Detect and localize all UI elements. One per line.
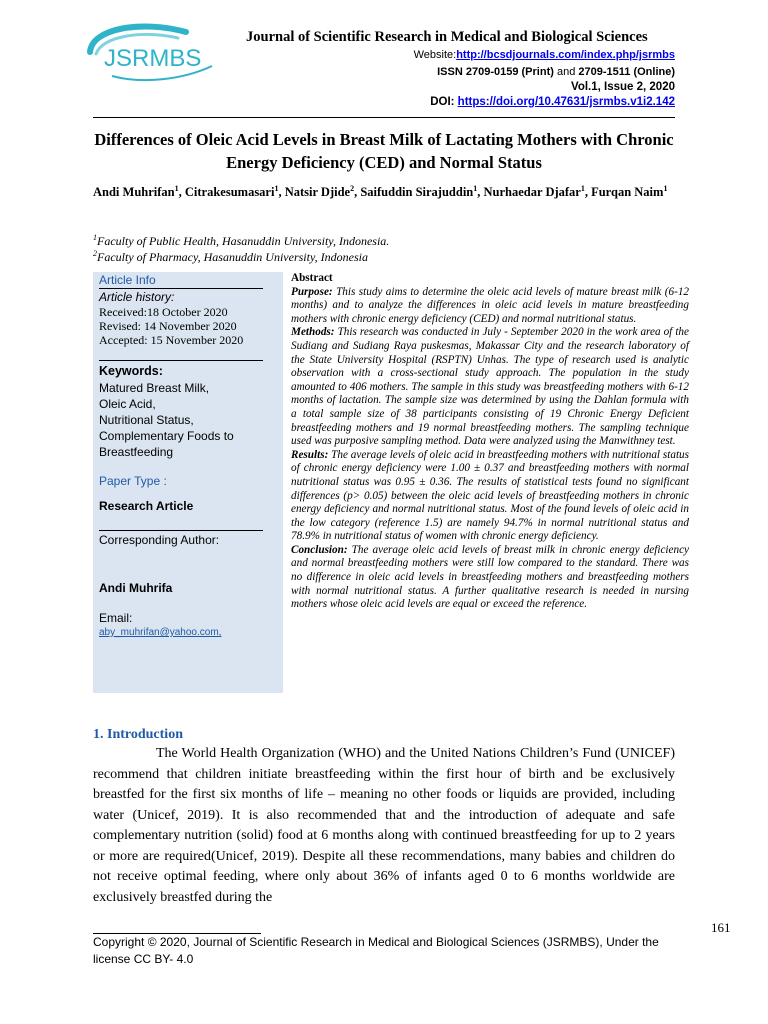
article-info-heading: Article Info [99, 273, 156, 287]
volume-issue: Vol.1, Issue 2, 2020 [571, 81, 675, 93]
paper-type-value: Research Article [99, 499, 194, 513]
doi-label: DOI: [430, 96, 455, 108]
author-name: Saifuddin Sirajuddin$^1$ [360, 183, 478, 199]
journal-name: Journal of Scientific Research in Medical and Biological Sciences [246, 29, 648, 45]
issn-and: and [556, 66, 576, 78]
author-name: Andi Muhrifan$^1$ [93, 183, 179, 199]
issn-online: 2709-1511 (Online) [578, 66, 675, 78]
keyword: Nutritional Status, [99, 413, 194, 427]
email-link[interactable]: aby_muhrifan@yahoo.com, [99, 627, 222, 638]
author-name: Citrakesumasari$^1$ [184, 183, 279, 199]
keywords-list [99, 380, 261, 460]
doi-line [430, 96, 675, 108]
abstract-conclusion: Conclusion: The average oleic acid levels of breast milk in chronic energy deficiency and normal breastfeeding mothers were still low compared to the standard. There was no difference in oleic acid levels in breastfeeding mothers and breastfeeding mothers with normal nutritional status. A further qualitative research is needed in nursing mothers whose oleic acid levels are equal or exceed the reference. [291, 543, 690, 611]
author-name: Natsir Djide$^2$ [284, 183, 355, 199]
author-list: Andi Muhrifan$^1$, Citrakesumasari$^1$, Natsir Djide$^2$, Saifuddin Sirajuddin$^1$, Nurhaedar Djafar$^1$, Furqan Naim$^1$ [93, 183, 668, 199]
introduction-heading: 1. Introduction [93, 727, 183, 742]
paper-type-label: Paper Type : [99, 474, 167, 488]
article-history-label: Article history: [99, 290, 175, 304]
keyword: Oleic Acid, [99, 397, 156, 411]
footer-copyright: Copyright © 2020, Journal of Scientific Research in Medical and Biological Sciences (JSRMBS), Under the license CC BY- 4.0 [93, 935, 659, 966]
keywords-label: Keywords: [99, 364, 163, 378]
logo-text: JSRMBS [104, 45, 202, 72]
abstract [291, 272, 689, 612]
article-info-box [93, 272, 283, 693]
website-label: Website: [413, 49, 457, 61]
affiliations [93, 233, 675, 265]
author-name: Furqan Naim$^1$ [591, 183, 668, 199]
page-number: 161 [711, 920, 731, 935]
website-line [414, 49, 675, 61]
affiliation-2: $^2$Faculty of Pharmacy, Hasanuddin University, Indonesia [93, 249, 368, 264]
keyword: Matured Breast Milk, [99, 381, 210, 395]
corresponding-author-label: Corresponding Author: [99, 533, 220, 547]
article-history-dates [99, 305, 261, 347]
email-label: Email: [99, 611, 133, 625]
abstract-results: Results: The average levels of oleic acid in breastfeeding mothers with nutritional status of chronic energy deficiency were 1.00 ± 0.37 and breastfeeding mothers with normal nutritional status was 0.95 ± 0.36. The results of statistical tests found no significant differences (p> 0.05) between the oleic acid levels of breastfeeding mothers in chronic energy deficiency and normal nutritional status. Most of the found levels of oleic acid in the low category (reference 1.5) are namely 94.7% in normal nutritional status and 78.9% in nutritional status of women with chronic energy deficiency. [291, 448, 690, 543]
info-divider [99, 360, 263, 361]
introduction-body: The World Health Organization (WHO) and the United Nations Children’s Fund (UNICEF) recommend that children initiate breastfeeding within the first hour of birth and be exclusively breastfed for the first six months of life – meaning no other foods or liquids are provided, including water (Unicef, 2019). It is also recommended that and the introduction of adequate and safe complementary nutrition (solid) food at 6 months along with continued breastfeeding for up to 2 years or more are required(Unicef, 2019). Despite all these recommendations, many babies and children do not receive optimal feeding, where only about 36% of infants aged 0 to 6 months worldwide are exclusively breastfed during the [93, 746, 675, 905]
journal-logo [82, 18, 222, 88]
info-divider [99, 530, 263, 531]
abstract-purpose: Purpose: This study aims to determine the oleic acid levels of mature breast milk (6-12 months) and to analyze the differences in oleic acid levels in mature breastfeeding mothers with chronic energy deficiency (CED) and normal nutritional status. [291, 285, 690, 325]
website-link[interactable]: http://bcsdjournals.com/index.php/jsrmbs [456, 49, 675, 61]
abstract-methods: Methods: This research was conducted in July - September 2020 in the work area of the Sudiang and Sudiang Raya puskesmas, Makassar City and the research laboratory of the State University Hospital (RSPTN) Unhas. The type of research used is analytic observation with a cross-sectional study approach. The population in the study amounted to 406 mothers. The sample in this study was breastfeeding mothers with 6-12 months of lactation. The sample size was determined by using the Dahlan formula with a total sample size of 38 participants consisting of 19 Chronic Energy Deficient breastfeeding mothers and 19 normal breastfeeding mothers. The sampling technique used was purposive sampling method. Data were analyzed using the Manwithney test. [291, 326, 689, 448]
abstract-heading: Abstract [291, 272, 333, 284]
issn-line [437, 66, 675, 78]
info-divider [99, 288, 263, 289]
issn-print: ISSN 2709-0159 (Print) [437, 66, 554, 78]
doi-link[interactable]: https://doi.org/10.47631/jsrmbs.v1i2.142 [457, 96, 675, 108]
revised-date: Revised: 14 November 2020 [99, 319, 237, 333]
keyword: Complementary Foods to Breastfeeding [99, 429, 234, 459]
affiliation-1: $^1$Faculty of Public Health, Hasanuddin University, Indonesia. [93, 233, 390, 248]
header-divider [93, 117, 675, 118]
paper-title: Differences of Oleic Acid Levels in Breast Milk of Lactating Mothers with Chronic Energy Deficiency (CED) and Normal Status [94, 130, 674, 172]
corresponding-author-name: Andi Muhrifa [99, 581, 173, 595]
author-name: Nurhaedar Djafar$^1$ [483, 183, 585, 199]
received-date: Received:18 October 2020 [99, 305, 228, 319]
accepted-date: Accepted: 15 November 2020 [99, 333, 244, 347]
